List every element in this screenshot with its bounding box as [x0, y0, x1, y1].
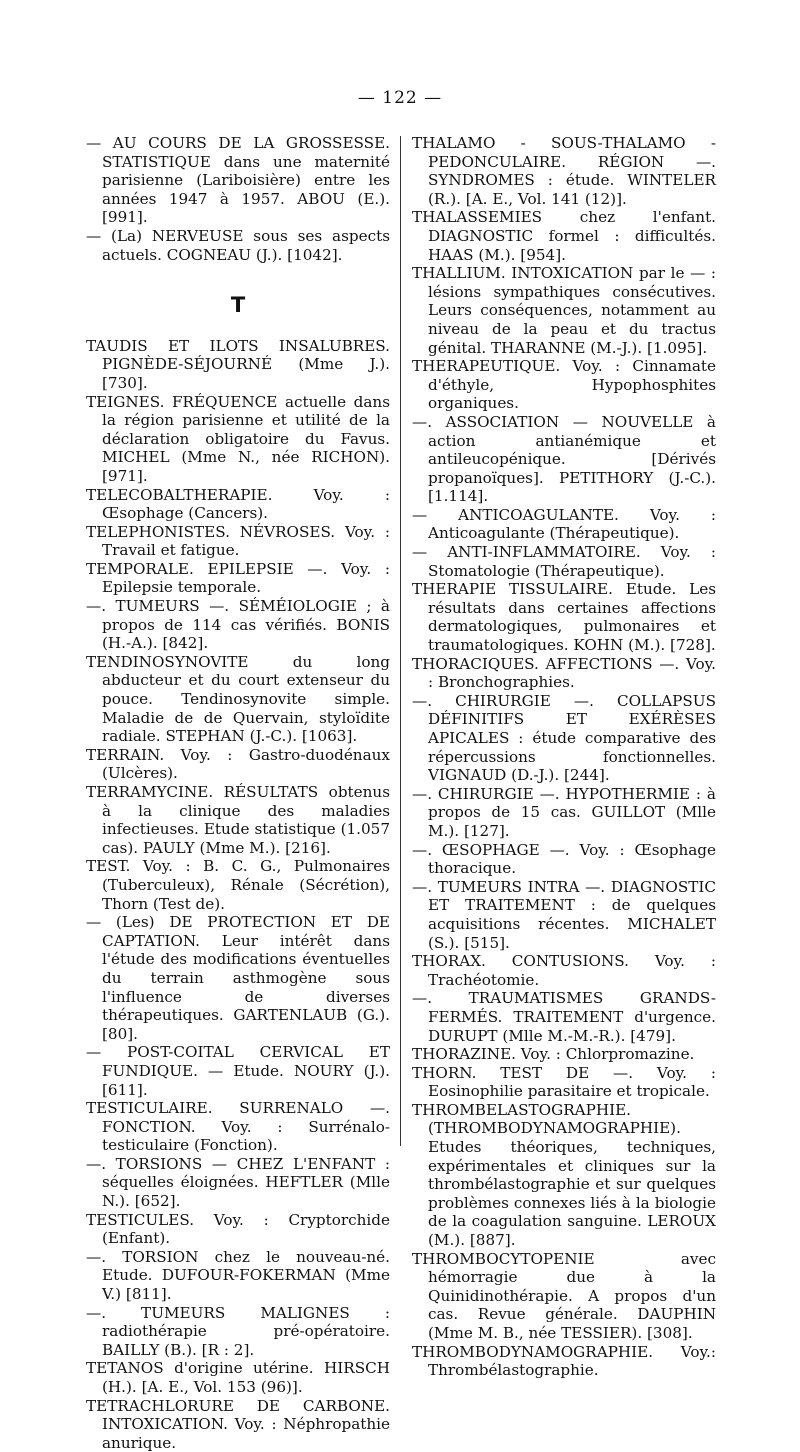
index-entry: TESTICULES. Voy. : Cryptorchide (Enfant).: [86, 1210, 390, 1248]
index-entry: TEIGNES. FRÉQUENCE actuelle dans la région parisienne et utilité de la déclaration obligatoire du Favus. MICHEL (Mme N., née RICHON). [971].: [86, 392, 390, 485]
index-entry: — ANTI-INFLAMMATOIRE. Voy. : Stomatologie (Thérapeutique).: [412, 543, 716, 580]
index-entry: TESTICULAIRE. SURRENALO —. FONCTION. Voy. : Surrénalo-testiculaire (Fonction).: [86, 1099, 390, 1155]
page-number: — 122 —: [357, 88, 443, 108]
index-entry: THORN. TEST DE —. Voy. : Eosinophilie parasitaire et tropicale.: [412, 1063, 716, 1101]
index-entry: TERRAMYCINE. RÉSULTATS obtenus à la clinique des maladies infectieuses. Etude statistique (1.057 cas). PAULY (Mme M.). [216].: [86, 783, 390, 857]
index-entry: THERAPEUTIQUE. Voy. : Cinnamate d'éthyle, Hypophosphites organiques.: [412, 357, 716, 413]
index-entry: TEST. Voy. : B. C. G., Pulmonaires (Tuberculeux), Rénale (Sécrétion), Thorn (Test de).: [86, 857, 390, 913]
section-letter: T: [230, 293, 246, 318]
index-entry: THROMBOCYTOPENIE avec hémorragie due à la Quinidinothérapie. A propos d'un cas. Revue générale. DAUPHIN (Mme M. B., née TESSIER). [308].: [412, 1249, 716, 1342]
index-entry: — ANTICOAGULANTE. Voy. : Anticoagulante (Thérapeutique).: [412, 505, 716, 543]
left-entries-before: [86, 134, 390, 264]
index-entry: THORACIQUES. AFFECTIONS —. Voy. : Bronchographies.: [412, 654, 716, 692]
index-entry: TERRAIN. Voy. : Gastro-duodénaux (Ulcères).: [86, 745, 390, 783]
index-entry: TELECOBALTHERAPIE. Voy. : Œsophage (Cancers).: [86, 485, 390, 523]
index-entry: —. TORSIONS — CHEZ L'ENFANT : séquelles éloignées. HEFTLER (Mlle N.). [652].: [86, 1154, 390, 1211]
index-entry: —. ŒSOPHAGE —. Voy. : Œsophage thoracique.: [412, 840, 716, 878]
index-entry: TETANOS d'origine utérine. HIRSCH (H.). [A. E., Vol. 153 (96)].: [86, 1359, 390, 1396]
index-entry: THALAMO - SOUS-THALAMO - PEDONCULAIRE. RÉGION —. SYNDROMES : étude. WINTELER (R.). [A. E., Vol. 141 (12)].: [412, 134, 716, 208]
left-column: [86, 134, 390, 1452]
index-entry: THERAPIE TISSULAIRE. Etude. Les résultats dans certaines affections dermatologiques, pulmonaires et traumatologiques. KOHN (M.). [728].: [412, 580, 716, 655]
index-entry: TETRACHLORURE DE CARBONE. INTOXICATION. Voy. : Néphropathie anurique.: [86, 1396, 390, 1452]
index-entry: THORAX. CONTUSIONS. Voy. : Trachéotomie.: [412, 952, 716, 989]
index-entry: —. CHIRURGIE —. HYPOTHERMIE : à propos de 15 cas. GUILLOT (Mlle M.). [127].: [412, 784, 716, 840]
column-divider: [400, 136, 401, 1146]
index-entry: —. ASSOCIATION — NOUVELLE à action antianémique et antileucopénique. [Dérivés propanoïques]. PETITHORY (J.-C.). [1.114].: [412, 412, 716, 506]
index-entry: —. TORSION chez le nouveau-né. Etude. DUFOUR-FOKERMAN (Mme V.) [811].: [86, 1247, 390, 1304]
index-entry: TEMPORALE. EPILEPSIE —. Voy. : Epilepsie temporale.: [86, 559, 390, 597]
index-entry: — POST-COITAL CERVICAL ET FUNDIQUE. — Etude. NOURY (J.). [611].: [86, 1043, 390, 1099]
index-entry: TELEPHONISTES. NÉVROSES. Voy. : Travail et fatigue.: [86, 522, 390, 560]
index-entry: — AU COURS DE LA GROSSESSE. STATISTIQUE dans une maternité parisienne (Lariboisière) entre les années 1947 à 1957. ABOU (E.). [991].: [86, 134, 390, 227]
index-entry: — (La) NERVEUSE sous ses aspects actuels. COGNEAU (J.). [1042].: [86, 226, 390, 264]
index-entry: —. TUMEURS MALIGNES : radiothérapie pré-opératoire. BAILLY (B.). [R : 2].: [86, 1303, 390, 1359]
index-entry: TENDINOSYNOVITE du long abducteur et du court extenseur du pouce. Tendinosynovite simple. Maladie de de Quervain, styloïdite radiale. STEPHAN (J.-C.). [1063].: [86, 652, 390, 746]
index-entry: THROMBELASTOGRAPHIE. (THROMBODYNAMOGRAPHIE). Etudes théoriques, techniques, expérimentales et cliniques sur la thrombélastographie et sur quelques problèmes connexes liés à la biologie de la coagulation sanguine. LEROUX (M.). [887].: [412, 1100, 716, 1250]
index-entry: —. TUMEURS INTRA —. DIAGNOSTIC ET TRAITEMENT : de quelques acquisitions récentes. MICHALET (S.). [515].: [412, 877, 716, 952]
index-entry: THALLIUM. INTOXICATION par le — : lésions sympathiques consécutives. Leurs conséquences, notamment au niveau de la peau et du tractus génital. THARANNE (M.-J.). [1.095].: [412, 264, 716, 357]
index-entry: —. TUMEURS —. SÉMÉIOLOGIE ; à propos de 114 cas vérifiés. BONIS (H.-A.). [842].: [86, 597, 390, 653]
index-entry: THROMBODYNAMOGRAPHIE. Voy.: Thrombélastographie.: [412, 1342, 716, 1380]
left-entries-after: [86, 337, 390, 1452]
index-entry: —. TRAUMATISMES GRANDS-FERMÉS. TRAITEMENT d'urgence. DURUPT (Mlle M.-M.-R.). [479].: [412, 989, 716, 1045]
index-entry: TAUDIS ET ILOTS INSALUBRES. PIGNÈDE-SÉJOURNÉ (Mme J.). [730].: [86, 336, 390, 392]
index-entry: —. CHIRURGIE —. COLLAPSUS DÉFINITIFS ET EXÉRÈSES APICALES : étude comparative des répercussions fonctionnelles. VIGNAUD (D.-J.). [244].: [412, 691, 716, 785]
index-entry: THORAZINE. Voy. : Chlorpromazine.: [412, 1045, 695, 1064]
index-entry: — (Les) DE PROTECTION ET DE CAPTATION. Leur intérêt dans l'étude des modifications éventuelles du terrain asthmogène sous l'influence de diverses thérapeutiques. GARTENLAUB (G.). [80].: [86, 913, 390, 1043]
index-entry: THALASSEMIES chez l'enfant. DIAGNOSTIC formel : difficultés. HAAS (M.). [954].: [412, 208, 716, 264]
right-column: [412, 134, 716, 1380]
